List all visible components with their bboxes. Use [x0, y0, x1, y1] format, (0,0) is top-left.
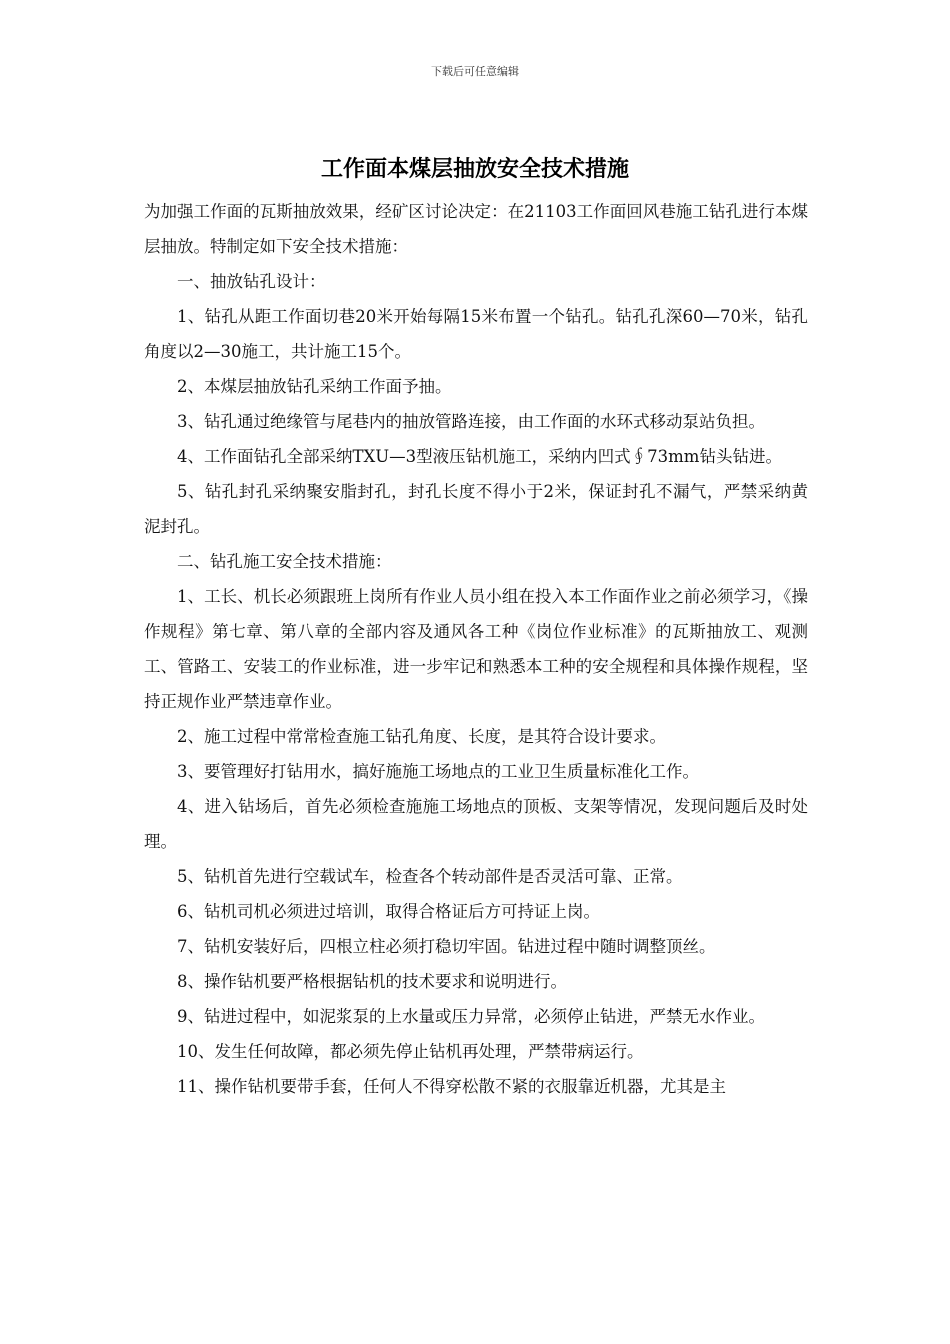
body-paragraph: 1、钻孔从距工作面切巷20米开始每隔15米布置一个钻孔。钻孔孔深60—70米，钻孔角度以2—30施工，共计施工15个。 — [144, 307, 808, 361]
body-paragraph: 一、抽放钻孔设计： — [177, 272, 326, 291]
body-paragraph: 4、进入钻场后，首先必须检查施施工场地点的顶板、支架等情况，发现问题后及时处理。 — [144, 797, 808, 851]
body-paragraph: 二、钻孔施工安全技术措施： — [177, 552, 392, 571]
body-paragraph: 3、钻孔通过绝缘管与尾巷内的抽放管路连接，由工作面的水环式移动泵站负担。 — [177, 412, 765, 431]
body-paragraph: 2、本煤层抽放钻孔采纳工作面予抽。 — [177, 377, 452, 396]
body-paragraph: 1、工长、机长必须跟班上岗所有作业人员小组在投入本工作面作业之前必须学习，《操作规程》第七章、第八章的全部内容及通风各工种《岗位作业标准》的瓦斯抽放工、观测工、管路工、安装工的作业标准，进一步牢记和熟悉本工种的安全规程和具体操作规程，坚持正规作业严禁违章作业。 — [144, 587, 808, 711]
document-title: 工作面本煤层抽放安全技术措施 — [320, 157, 629, 182]
body-paragraph: 9、钻进过程中，如泥浆泵的上水量或压力异常，必须停止钻进，严禁无水作业。 — [177, 1007, 765, 1026]
body-paragraph: 为加强工作面的瓦斯抽放效果，经矿区讨论决定：在21103工作面回风巷施工钻孔进行本煤层抽放。特制定如下安全技术措施： — [144, 202, 808, 256]
body-paragraph: 3、要管理好打钻用水，搞好施施工场地点的工业卫生质量标准化工作。 — [177, 762, 699, 781]
body-paragraph: 2、施工过程中常常检查施工钻孔角度、长度，是其符合设计要求。 — [177, 727, 666, 746]
body-paragraph: 5、钻机首先进行空载试车，检查各个转动部件是否灵活可靠、正常。 — [177, 867, 683, 886]
body-paragraph: 6、钻机司机必须进过培训，取得合格证后方可持证上岗。 — [177, 902, 600, 921]
body-paragraph: 7、钻机安装好后，四根立柱必须打稳切牢固。钻进过程中随时调整顶丝。 — [177, 937, 716, 956]
body-paragraph: 4、工作面钻孔全部采纳TXU—3型液压钻机施工，采纳内凹式∮73mm钻头钻进。 — [177, 447, 782, 466]
document-body — [144, 194, 808, 1104]
body-paragraph: 5、钻孔封孔采纳聚安脂封孔，封孔长度不得小于2米，保证封孔不漏气，严禁采纳黄泥封孔。 — [144, 482, 808, 536]
body-paragraph: 11、操作钻机要带手套，任何人不得穿松散不紧的衣服靠近机器，尤其是主 — [177, 1077, 726, 1096]
page-header-note: 下载后可任意编辑 — [431, 65, 519, 78]
body-paragraph: 8、操作钻机要严格根据钻机的技术要求和说明进行。 — [177, 972, 567, 991]
body-paragraph: 10、发生任何故障，都必须先停止钻机再处理，严禁带病运行。 — [177, 1042, 644, 1061]
